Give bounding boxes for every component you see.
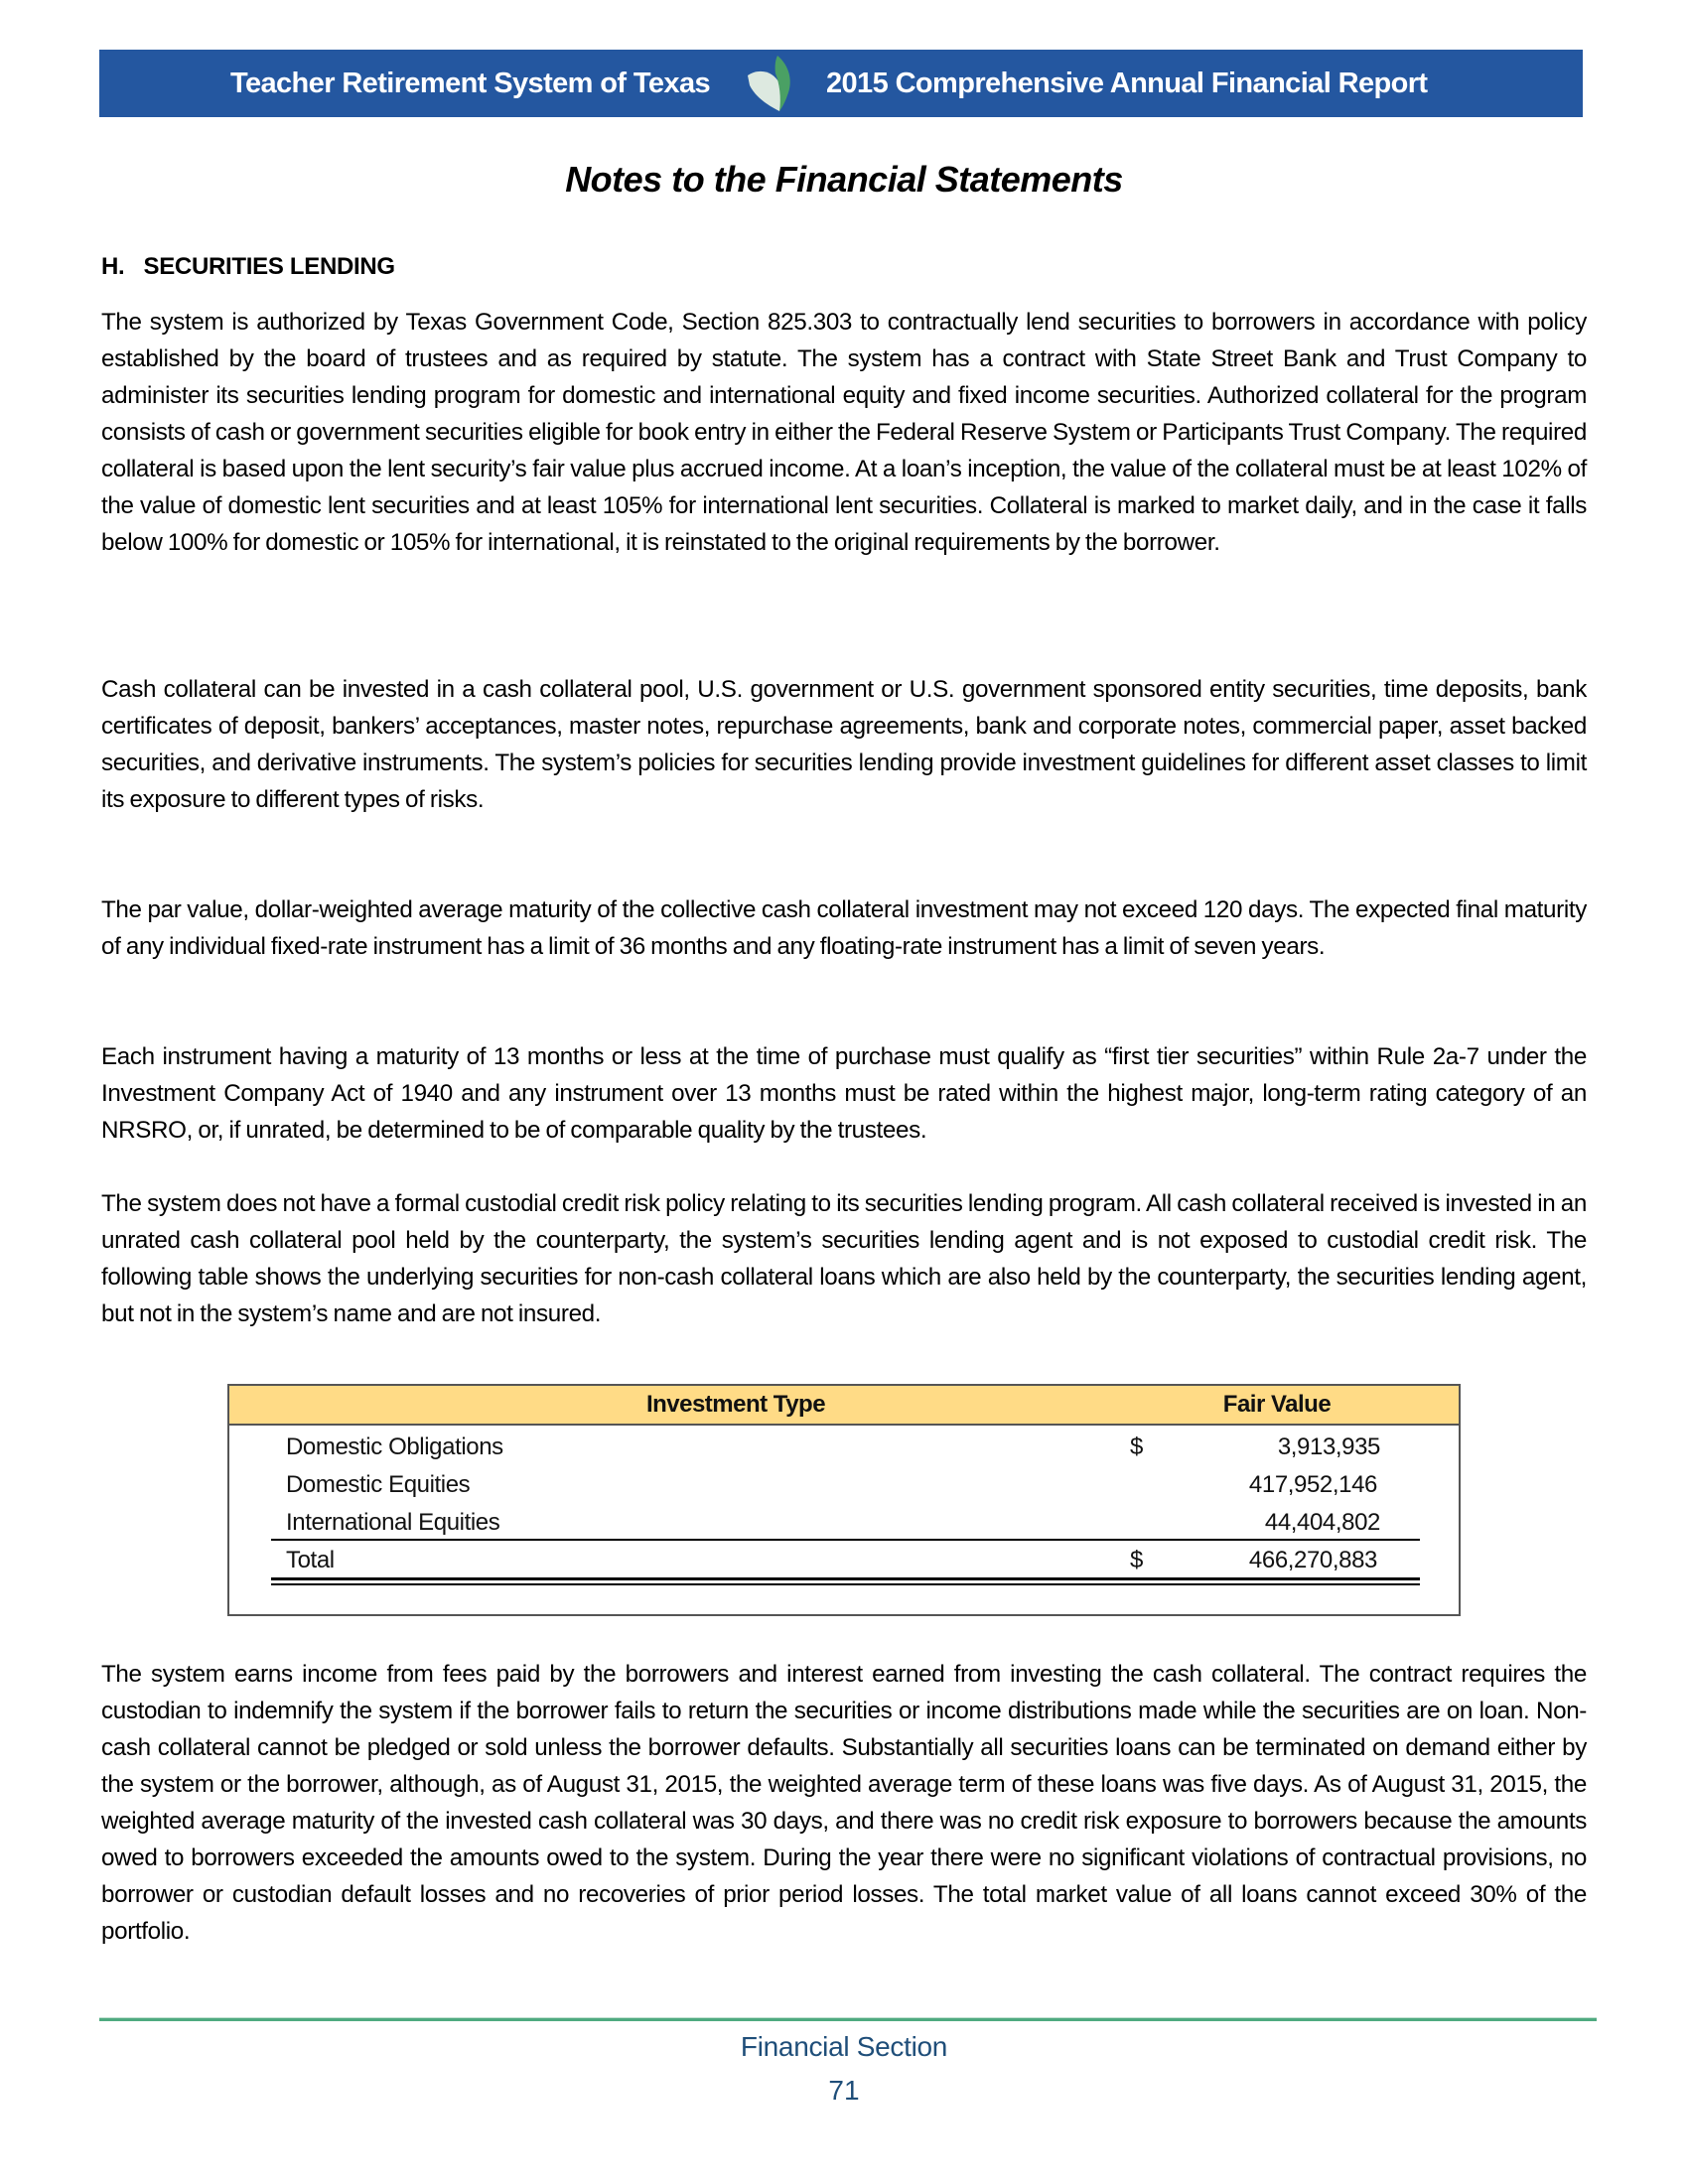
currency-symbol: $ [1130,1547,1143,1573]
paragraph-authorization: The system is authorized by Texas Government Code, Section 825.303 to contractually lend securities to borrowers in accordance with policy established by the board of trustees and as required by statute. The system has a contract with State Street Bank and Trust Company to administer its securities lending program for domestic and international equity and fixed income securities. Authorized collateral for the program consists of cash or government securities eligible for book entry in either the Federal Reserve System or Participants Trust Company. The required collateral is based upon the lent security’s fair value plus accrued income. At a loan’s inception, the value of the collateral must be at least 102% of the value of domestic lent securities and at least 105% for international lent securities. Collateral is marked to market daily, and in the case it falls below 100% for domestic or 105% for international, it is reinstated to the original requirements by the borrower. [101,309,1587,556]
paragraph-income-and-terms: The system earns income from fees paid by the borrowers and interest earned from investing the cash collateral. The contract requires the custodian to indemnify the system if the borrower fails to return the securities or income distributions made while the securities are on loan. Non-cash collateral cannot be pledged or sold unless the borrower defaults. Substantially all securities loans can be terminated on demand either by the system or the borrower, although, as of August 31, 2015, the weighted average term of these loans was five days. As of August 31, 2015, the weighted average maturity of the invested cash collateral was 30 days, and there was no credit risk exposure to borrowers because the amounts owed to borrowers exceeded the amounts owed to the system. During the year there were no significant violations of contractual provisions, no borrower or custodian default losses and no recoveries of prior period losses. The total market value of all loans cannot exceed 30% of the portfolio. [101,1661,1587,1945]
report-title: 2015 Comprehensive Annual Financial Report [826,68,1428,99]
organization-name: Teacher Retirement System of Texas [230,68,711,99]
subtotal-rule [271,1539,1420,1541]
fair-value-cell: 44,404,802 [1264,1509,1380,1536]
footer-section-name: Financial Section [740,2031,948,2062]
table-row [229,1466,1459,1504]
paragraph-cash-collateral: Cash collateral can be invested in a cash collateral pool, U.S. government or U.S. government sponsored entity securities, time deposits, bank certificates of deposit, bankers’ acceptances, master notes, repurchase agreements, bank and corporate notes, commercial paper, asset backed securities, and derivative instruments. The system’s policies for securities lending provide investment guidelines for different asset classes to limit its exposure to different types of risks. [101,676,1587,813]
investment-type-cell: Domestic Equities [286,1471,471,1498]
paragraph-maturity-limits: The par value, dollar-weighted average maturity of the collective cash collateral investment may not exceed 120 days. The expected final maturity of any individual fixed-rate instrument has a limit of 36 months and any floating-rate instrument has a limit of seven years. [101,896,1587,960]
table-total-row [229,1542,1459,1579]
table-row [229,1429,1459,1466]
table-header [229,1386,1459,1426]
footer-divider [99,2017,1597,2021]
investment-type-cell: International Equities [286,1509,500,1536]
paragraph-custodial-risk: The system does not have a formal custodial credit risk policy relating to its securities lending program. All cash collateral received is invested in an unrated cash collateral pool held by the counterparty, the system’s securities lending agent and is not exposed to custodial credit risk. The following table shows the underlying securities for non-cash collateral loans which are also held by the counterparty, the securities lending agent, but not in the system’s name and are not insured. [101,1190,1587,1327]
total-label: Total [286,1547,335,1573]
investment-type-cell: Domestic Obligations [286,1433,503,1460]
total-value: 466,270,883 [1248,1547,1377,1573]
section-heading: H. SECURITIES LENDING [101,253,395,280]
page-title: Notes to the Financial Statements [565,159,1123,200]
column-header-investment-type: Investment Type [645,1391,826,1418]
page-number: 71 [828,2075,860,2106]
table-row [229,1504,1459,1542]
total-double-rule [271,1577,1420,1585]
column-header-fair-value: Fair Value [1222,1391,1332,1418]
non-cash-collateral-table [227,1384,1461,1616]
report-header-banner [99,50,1583,117]
leaf-logo-icon [740,54,799,113]
fair-value-cell: 3,913,935 [1277,1433,1380,1460]
fair-value-cell: 417,952,146 [1248,1471,1377,1498]
currency-symbol: $ [1130,1433,1143,1460]
paragraph-first-tier: Each instrument having a maturity of 13 months or less at the time of purchase must qualify as “first tier securities” within Rule 2a-7 under the Investment Company Act of 1940 and any instrument over 13 months must be rated within the highest major, long-term rating category of an NRSRO, or, if unrated, be determined to be of comparable quality by the trustees. [101,1043,1587,1144]
